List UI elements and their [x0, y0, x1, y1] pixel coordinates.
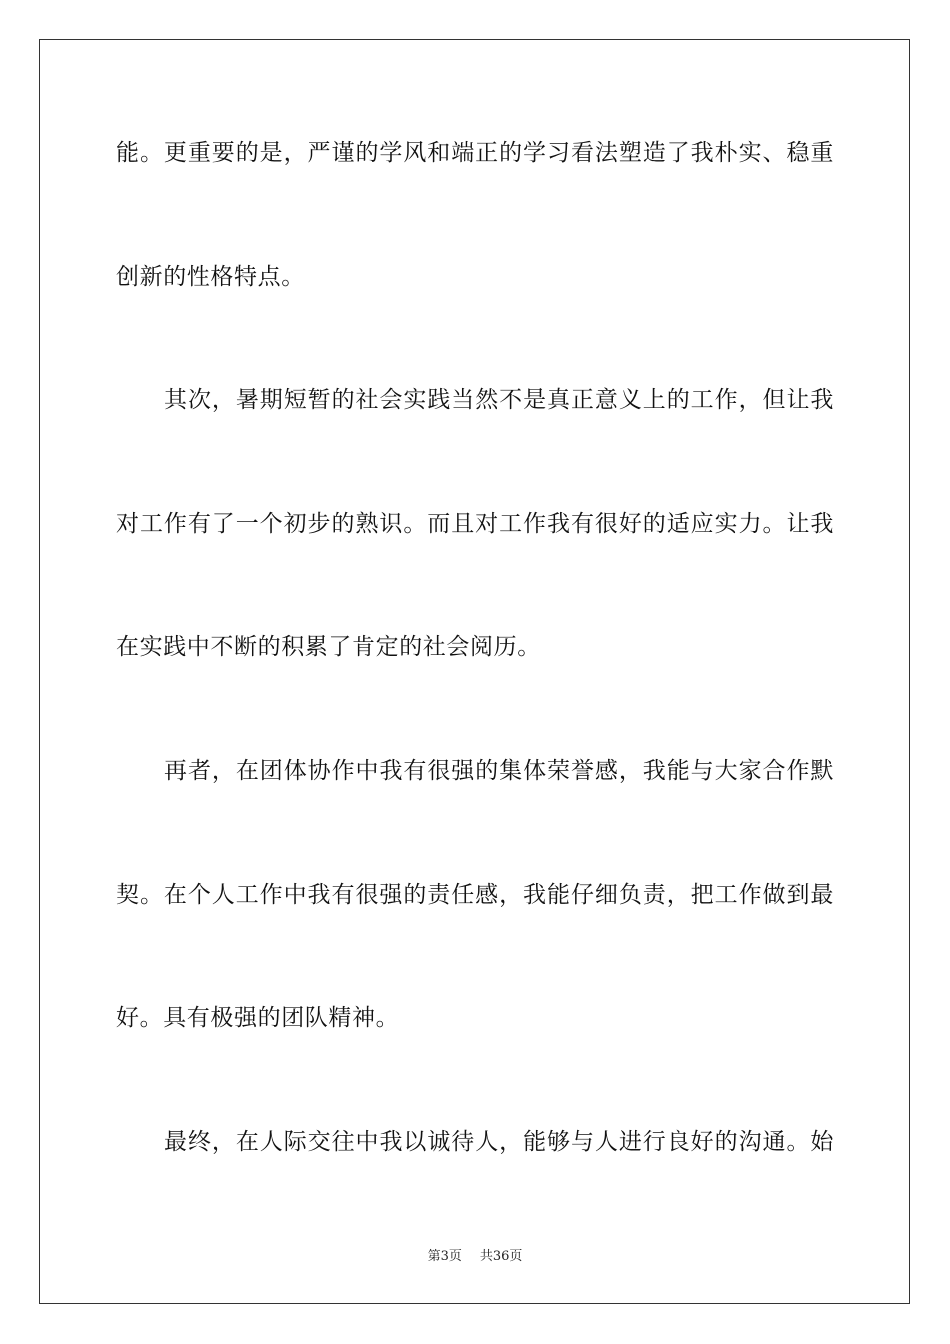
text-line-8: 好。具有极强的团队精神。: [116, 1005, 400, 1031]
text-line-1: 能。更重要的是，严谨的学风和端正的学习看法塑造了我朴实、稳重: [116, 140, 834, 166]
page-number: 第3页: [427, 1249, 462, 1264]
page-footer: [0, 1248, 950, 1266]
text-line-7: 契。在个人工作中我有很强的责任感，我能仔细负责，把工作做到最: [116, 882, 834, 908]
page-border: [39, 39, 910, 1304]
page-total: 共36页: [479, 1249, 523, 1264]
text-line-3: 其次，暑期短暂的社会实践当然不是真正意义上的工作，但让我: [164, 387, 834, 413]
text-line-4: 对工作有了一个初步的熟识。而且对工作我有很好的适应实力。让我: [116, 511, 834, 537]
text-line-5: 在实践中不断的积累了肯定的社会阅历。: [116, 634, 541, 660]
text-line-9: 最终，在人际交往中我以诚待人，能够与人进行良好的沟通。始: [164, 1129, 834, 1155]
text-line-2: 创新的性格特点。: [116, 264, 305, 290]
text-line-6: 再者，在团体协作中我有很强的集体荣誉感，我能与大家合作默: [164, 758, 834, 784]
